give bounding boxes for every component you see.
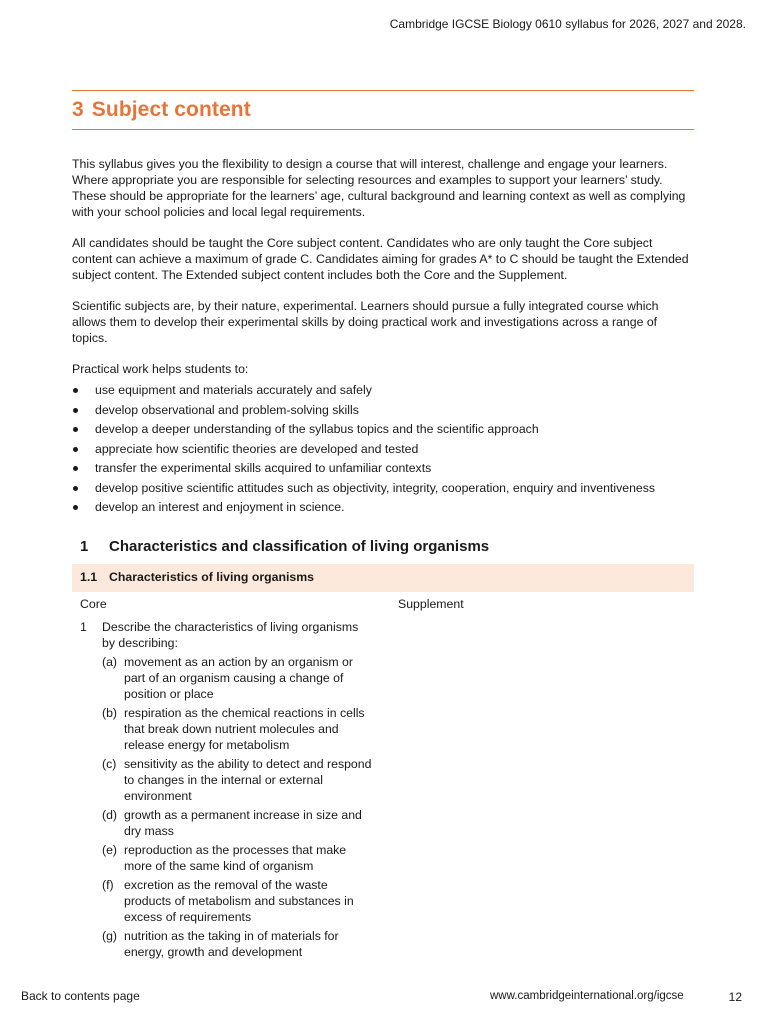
section-title [72, 98, 251, 122]
subitem [102, 705, 372, 753]
bullet-icon [73, 486, 78, 491]
subitem-text: respiration as the chemical reactions in cells that break down nutrient molecules and release energy for metabolism [124, 706, 365, 752]
bullet-icon [73, 388, 78, 393]
list-item [72, 421, 694, 441]
subitem [102, 842, 372, 874]
section-rule-bottom [72, 129, 694, 130]
website-url: www.cambridgeinternational.org/igcse [490, 990, 684, 1002]
section-number: 3 [72, 98, 84, 121]
list-item-text: develop a deeper understanding of the syllabus topics and the scientific approach [95, 422, 539, 436]
subitem-label: (d) [102, 808, 118, 822]
list-item-text: develop an interest and enjoyment in science. [95, 500, 345, 514]
intro-paragraph: This syllabus gives you the flexibility to design a course that will interest, challenge and engage your learners. Where appropriate you are responsible for selecting resources and examples to support your learners’ study. These should be appropriate for the learners’ age, cultural background and learning context as well as complying with your school policies and local legal requirements. [72, 157, 686, 219]
learning-outcome [80, 619, 372, 960]
subitem [102, 654, 372, 702]
list-item-text: develop observational and problem-solving skills [95, 402, 359, 417]
topic-number: 1 [80, 538, 89, 555]
list-item-text: develop positive scientific attitudes such as objectivity, integrity, cooperation, enquiry and inventiveness [95, 480, 656, 495]
subitem-text: sensitivity as the ability to detect and respond to changes in the internal or external environment [124, 757, 372, 803]
subtopic-bar [72, 564, 694, 592]
subitem-label: (b) [102, 706, 118, 720]
subitem-label: (f) [102, 878, 114, 892]
subitem-label: (c) [102, 757, 117, 771]
subtopic-title: Characteristics of living organisms [109, 570, 315, 584]
intro-paragraph: Scientific subjects are, by their nature, experimental. Learners should pursue a fully integrated course which allows them to develop their experimental skills by doing practical work and investigations across a range of topics. [72, 299, 659, 345]
list-item [72, 480, 694, 500]
list-item [72, 460, 694, 480]
page-number: 12 [728, 990, 742, 1004]
core-learning-outcomes [80, 619, 372, 963]
running-header: Cambridge IGCSE Biology 0610 syllabus for 2026, 2027 and 2028. [389, 17, 746, 31]
subitem-label: (e) [102, 843, 118, 857]
bullet-icon [73, 466, 78, 471]
subitem-text: growth as a permanent increase in size and dry mass [124, 808, 362, 838]
bullet-icon [73, 408, 78, 413]
core-column-heading: Core [80, 597, 107, 611]
section-rule-top [72, 90, 694, 91]
bullet-icon [73, 505, 78, 510]
list-item [72, 499, 694, 519]
subitem [102, 756, 372, 804]
back-to-contents-link[interactable]: Back to contents page [21, 989, 140, 1003]
bullet-icon [73, 427, 78, 432]
list-item-text: transfer the experimental skills acquired to unfamiliar contexts [95, 461, 432, 475]
subitem-text: nutrition as the taking in of materials for energy, growth and development [124, 929, 339, 959]
intro-paragraph: All candidates should be taught the Core subject content. Candidates who are only taught the Core subject content can achieve a maximum of grade C. Candidates aiming for grades A* to C should be taught the Extended subject content. The Extended subject content includes both the Core and the Supplement. [72, 236, 689, 282]
list-item [72, 441, 694, 461]
list-item-text: appreciate how scientific theories are developed and tested [95, 441, 419, 456]
intro-paragraph: Practical work helps students to: [72, 362, 249, 376]
subitem-text: excretion as the removal of the waste products of metabolism and substances in excess of requirements [124, 878, 354, 924]
subitem [102, 877, 372, 925]
outcome-subitems [102, 654, 372, 960]
subitem-label: (g) [102, 929, 118, 943]
topic-heading [80, 538, 489, 555]
outcome-number: 1 [80, 620, 87, 634]
outcome-text: Describe the characteristics of living organisms by describing: [102, 620, 359, 650]
subitem [102, 928, 372, 960]
subitem-text: reproduction as the processes that make more of the same kind of organism [124, 843, 347, 873]
bullet-icon [73, 447, 78, 452]
section-title-text: Subject content [91, 98, 251, 121]
list-item [72, 382, 694, 402]
subitem [102, 807, 372, 839]
practical-work-list [72, 382, 694, 519]
list-item-text: use equipment and materials accurately and safely [95, 383, 372, 397]
subtopic-heading [80, 570, 314, 584]
topic-title: Characteristics and classification of living organisms [109, 538, 490, 555]
subitem-text: movement as an action by an organism or part of an organism causing a change of position or place [124, 655, 353, 701]
intro-content [72, 156, 694, 519]
list-item [72, 402, 694, 422]
supplement-column-heading: Supplement [398, 597, 464, 611]
subtopic-number: 1.1 [80, 570, 98, 584]
subitem-label: (a) [102, 655, 118, 669]
